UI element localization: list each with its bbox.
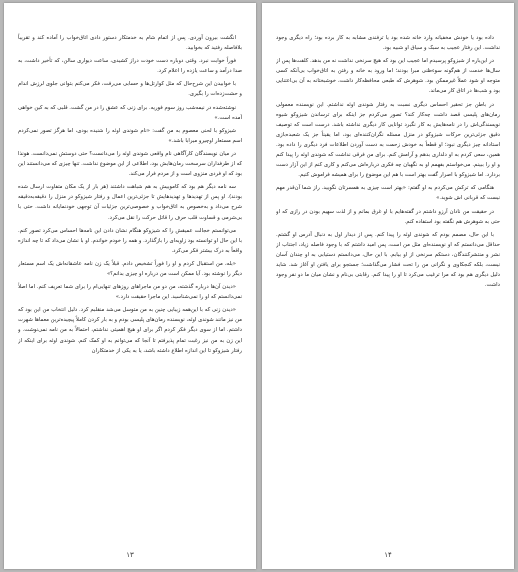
page-number-left: ۱۳	[126, 551, 134, 559]
paragraph: فوراً خوابت نبرد. وقتی دوباره دست خودت دراز کشیدی، ساعت دیواری سالن، که تأخیر داشت، به صدا درآمد و ساعت یازده را اعلام کرد.	[18, 58, 242, 75]
paragraph: در میان نویسندگان کارآگاهی نام واقعی شوندی اوئه را می‌دانست؟ حتی دوستش نمی‌دانست. هونذا که از طرفداران سرسخت رمان‌هایش بود، اطلاعی از این موضوع نداشت. تنها چیزی که می‌دانستند این بود که او فردی منزوی است و از مردم فرار می‌کند.	[18, 150, 242, 178]
paragraph: در حقیقت من نادان آرزو داشتم در گفته‌هایم با او غرق بمانم و از لذت سهیم بودن در رازی که او حتی به شوهرش هم نگفته بود استفاده کنم.	[276, 208, 500, 225]
left-page	[4, 3, 256, 569]
page-number-right: ۱۴	[384, 551, 392, 559]
paragraph: «بله، من استقبال کردم و او را فوراً تشخیص دادم. قبلاً یک زن نامه عاشقانه‌اش یک اسم مستعار دیگر را نوشته بود. آیا ممکن است من درباره او چیزی بدانم؟»	[18, 260, 242, 277]
paragraph: «دیدن آن‌ها درباره گذشته، من دو من ماجراهای روزهای تنهایی‌ام را برای شما تعریف کنم. اما اصلاً نمی‌دانستم که او را نمی‌شناسید. این ماجرا حقیقت دارد.»	[18, 284, 242, 301]
paragraph: در باطن جز تحقیر احساس دیگری نسبت به رفتار شوندی اوئه نداشتم. این نویسنده معمولی رمان‌های پلیسی قصد داشت چه‌کار کند؟ تصور می‌کردم جز اینکه برای ترساندن شیزوکو شیوه نویسندگی‌اش را در نامه‌هایش به کار نگیرد توانایی کار دیگری نداشته باشد. درست است که توصیف دقیق جزئی‌ترین حرکات شیزوکو در منزل مسئله نگران‌کننده‌ای بود، اما یقیناً جز یک شعبده‌بازی استادانه چیز دیگری نبود؛ او قطعاً به خودش زحمت به دست آوردن اطلاعات فرد دیگری را داده بود. همین، سعی کردم به او دلداری بدهم و آرامش کنم. برای من فرقی نداشت که شوندی اوئه را پیدا کنم و او را ببینم. می‌خواستم بفهمم او به نگهبان چه فکری درباره‌اش می‌کنم و کاری کنم از این آزار دست بردارد. اما شیزوکو با اصرار گفت بهتر است با هم این موضوع را برای همیشه فراموش کنیم.	[276, 101, 500, 179]
paragraph: نوشته‌شده در نیمه‌شب روز سوم فوریه. برای زنی که عشق را در من گشت. قلبی که به کین خواهی آمده است.»	[18, 104, 242, 121]
right-page	[262, 3, 514, 569]
paragraph: هنگامی که ترکش می‌کردم به او گفتم: «بهتر است چیزی به همسرتان نگویید. راز شما آن‌قدر مهم نیست که قربانی اش شوید.»	[276, 185, 500, 202]
right-page-text	[276, 33, 500, 535]
left-page-text	[18, 33, 242, 535]
paragraph: با خوابیدن این شرح‌حال که مثل کوارتل‌ها و حسابی می‌رفت، فکر می‌کنم بتوانی جلوی لرزش اندام و حشت‌زده‌ات را بگیری.	[18, 81, 242, 98]
paragraph: داده بود یا خودش مخفیانه وارد خانه شده بود یا ترفندی مشابه به کار برده بود؛ راه دیگری وجود نداشت. این رفتار عجیب به سبک و سیاق او شبیه بود.	[276, 35, 500, 52]
paragraph: شیزوکو با لحنی معصوم به من گفت: «نام شوندی اوئه را شنیده بودی، اما هرگز تصور نمی‌کردم اسم مستعار اوچیرو میرابا باشد.»	[18, 127, 242, 144]
paragraph: «دیدن زنی که با این‌همه زیبایی چنین به من متوسل می‌شد منقلبم کرد. دلیل انتخاب من این بود که من نیز مانند شوندی اوئه، نویسنده رمان‌های پلیسی بودم و به بار کردن کاملاً پیچیده‌ترین معماها شهرت داشتم. اما از سوی دیگر فکر کردم اگر برای او هیچ اهمیتی نداشتم، احتمالاً به من نامه نمی‌نوشت. و این زن به من نیز رغبت تمام پذیرفتم تا آنجا که می‌توانم به او کمک کنم. شوندی اوئه برای اینکه از رفتار شیزوکو تا این اندازه اطلاع داشته باشد، یا به یکی از خدمتکاران	[18, 307, 242, 354]
paragraph: سه نامه دیگر هم بود که کاموییش به هم شباهت داشتند (هر بار از یک مکان متفاوت ارسال شده بودند). او پس از تهدیدها و تهدیدهایش تا جزئی‌ترین اعمال و رفتار شیزوکو در منزل را دقیقه‌به‌دقیقه شرح می‌داد و به‌خصوص به اتاق‌خواب و خصوصی‌ترین جزئیات آن توجهی خودنمایانه داشت. حتی با بی‌شرمی و قساوت قلب حرف را قاتل حرکت را نقل می‌کرد.	[18, 184, 242, 221]
paragraph: با این حال، مصمم بودم که شوندی اوئه را پیدا کنم. پس از دیدار اول به دنبال آدرس او گشتم. حداقل می‌دانستم که او نویسنده‌ای مثل من است، پس امید داشتم که با وجود فاصله زیاد، اجتناب از نشر و منتشرکنندگان، دستکم سرنخی از او بیابم. با این حال، می‌دانستم دستیابی به او چندان آسان نیست، بلکه کنجکاوی و نگرانی من را تحت فشار می‌گذاشت؛ جستجو برای یافتن او آغاز شد. شاید دلیل دیگری هم بود که مرا ترغیب می‌کرد تا او را پیدا کنم. رقابتی بی‌نام و نشان میان ما دو نفر وجود داشت.	[276, 231, 500, 289]
paragraph: انگشت بیرون آوردی. پس از اتمام شام به خدمتکار دستور دادی اتاق‌خواب را آماده کند و تقریباً بلافاصله رفتید که بخوابید.	[18, 35, 242, 52]
paragraph: در این‌باره از شیزوکو پرسیدم اما عجیب این بود که هیچ سرنخی نداشت نه من بدهد. کلفت‌ها پس از سال‌ها خدمت از هم‌گونه سوءظنی مبرا بودند؛ اما ورود به خانه و رفتن به اتاق‌خواب بی‌آنکه کسی متوجه او شود عملاً غیرممکن بود. شوهرش که طبعی محافظه‌کار داشت، خوشبختانه به آن بی‌اعتنایی بود و شب‌ها در اتاق کار می‌ماند.	[276, 58, 500, 95]
paragraph: می‌توانستم خجالت عمیقش را که شیزوکو هنگام نشان دادن این نامه‌ها احساس می‌کرد تصور کنم. با این حال او توانسته بود زاویه‌ای را بازگذارد. و همه را خودم خواندم. او با نشان می‌داد که تا چه اندازه واقعاً به درک بیشتر فکر می‌کرد.	[18, 227, 242, 254]
